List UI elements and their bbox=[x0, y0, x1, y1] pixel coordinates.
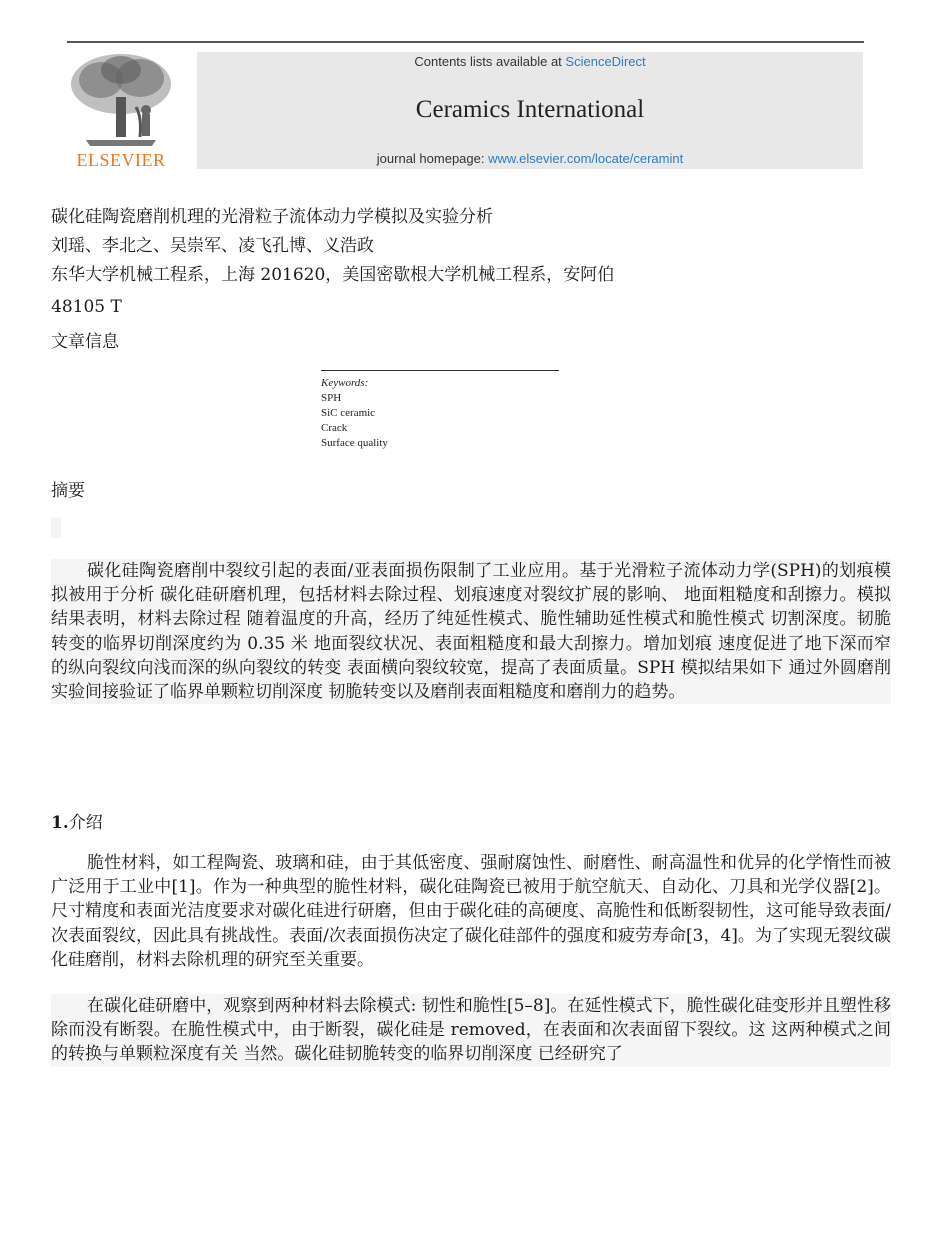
tree-icon bbox=[66, 52, 176, 148]
journal-name: Ceramics International bbox=[415, 96, 645, 123]
affiliation-line-1: 东华大学机械工程系，上海 201620，美国密歇根大学机械工程系，安阿伯 bbox=[51, 265, 615, 285]
affiliation-line-2: 48105 T bbox=[51, 297, 122, 317]
keywords-block bbox=[321, 376, 388, 451]
keyword-item: SPH bbox=[321, 392, 342, 404]
publisher-logo bbox=[66, 52, 176, 170]
introduction-paragraph-2: 在碳化硅研磨中，观察到两种材料去除模式: 韧性和脆性[5–8]。在延性模式下，脆性碳化硅变形并且塑性移除而没有断裂。在脆性模式中，由于断裂，碳化硅是 removed，在表面和次表面留下裂纹。这 这两种模式之间的转换与单颗粒深度有关 当然。碳化硅韧脆转变的临界切削深度 已经研究了 bbox=[51, 994, 891, 1067]
contents-prefix: Contents lists available at bbox=[414, 54, 562, 69]
abstract-shade-mark bbox=[51, 517, 61, 538]
keyword-item: Surface quality bbox=[321, 437, 388, 449]
journal-banner bbox=[197, 52, 863, 169]
article-info-label: 文章信息 bbox=[51, 332, 119, 352]
keywords-heading: Keywords: bbox=[321, 377, 369, 389]
sciencedirect-link[interactable]: ScienceDirect bbox=[565, 54, 646, 69]
keywords-rule bbox=[321, 370, 559, 371]
header-top-rule bbox=[67, 41, 864, 43]
publisher-logo-text: ELSEVIER bbox=[76, 150, 166, 170]
homepage-link[interactable]: www.elsevier.com/locate/ceramint bbox=[488, 151, 684, 166]
keyword-item: SiC ceramic bbox=[321, 407, 376, 419]
abstract-heading: 摘要 bbox=[51, 481, 85, 501]
section-number: 1. bbox=[51, 813, 69, 833]
homepage-label: journal homepage: bbox=[376, 151, 485, 166]
abstract-body: 碳化硅陶瓷磨削中裂纹引起的表面/亚表面损伤限制了工业应用。基于光滑粒子流体动力学(SPH)的划痕模拟被用于分析 碳化硅研磨机理，包括材料去除过程、划痕速度对裂纹扩展的影响、 地面粗糙度和刮擦力。模拟结果表明，材料去除过程 随着温度的升高，经历了纯延性模式、脆性辅助延性模式和脆性模式 切割深度。韧脆转变的临界切削深度约为 0.35 米 地面裂纹状况、表面粗糙度和最大刮擦力。增加划痕 速度促进了地下深而窄的纵向裂纹向浅而深的纵向裂纹的转变 表面横向裂纹较宽，提高了表面质量。SPH 模拟结果如下 通过外圆磨削实验间接验证了临界单颗粒切削深度 韧脆转变以及磨削表面粗糙度和磨削力的趋势。 bbox=[51, 559, 891, 704]
journal-homepage bbox=[197, 151, 863, 166]
article-title: 碳化硅陶瓷磨削机理的光滑粒子流体动力学模拟及实验分析 bbox=[51, 207, 493, 227]
keyword-item: Crack bbox=[321, 422, 348, 434]
article-authors: 刘瑶、李北之、吴崇军、凌飞孔博、义浩政 bbox=[51, 236, 374, 256]
section-heading-introduction bbox=[51, 812, 103, 834]
contents-availability bbox=[197, 54, 863, 69]
introduction-paragraph-1: 脆性材料，如工程陶瓷、玻璃和硅，由于其低密度、强耐腐蚀性、耐磨性、耐高温性和优异的化学惰性而被广泛用于工业中[1]。作为一种典型的脆性材料，碳化硅陶瓷已被用于航空航天、自动化、刀具和光学仪器[2]。尺寸精度和表面光洁度要求对碳化硅进行研磨，但由于碳化硅的高硬度、高脆性和低断裂韧性，这可能导致表面/次表面裂纹，因此具有挑战性。表面/次表面损伤决定了碳化硅部件的强度和疲劳寿命[3，4]。为了实现无裂纹碳化硅磨削，材料去除机理的研究至关重要。 bbox=[51, 853, 891, 970]
section-title: 介绍 bbox=[68, 813, 103, 833]
